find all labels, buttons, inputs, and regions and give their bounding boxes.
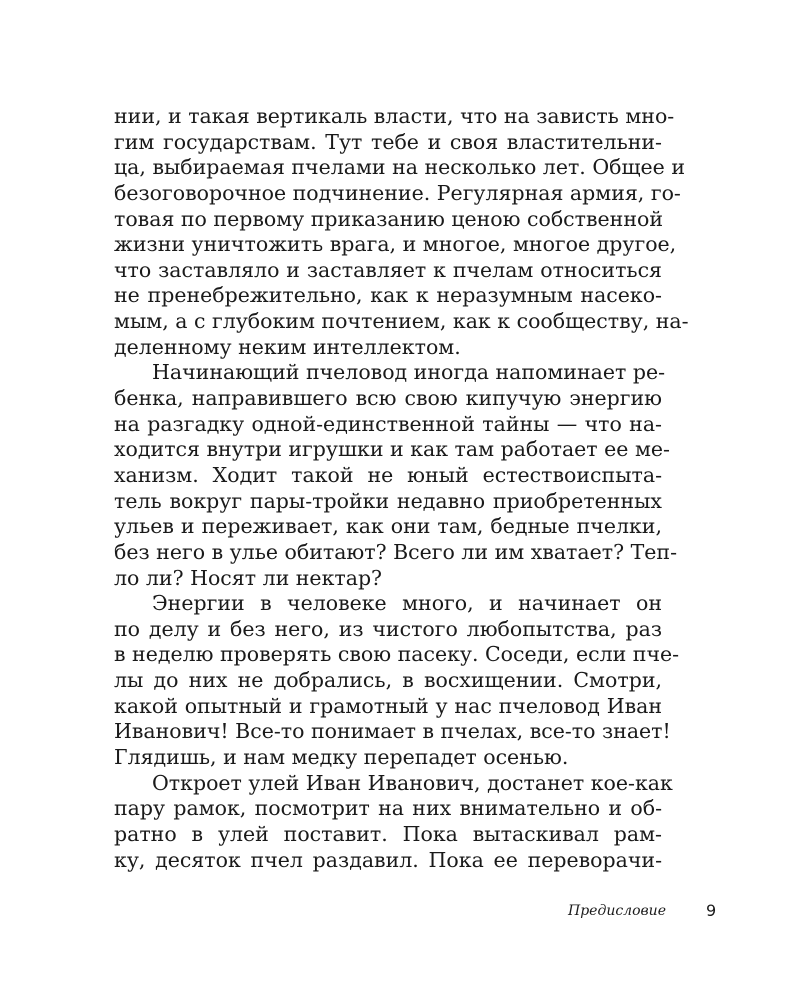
- text-line: безоговорочное подчинение. Регулярная армия, го-: [114, 180, 681, 205]
- paragraph-end-line: Глядишь, и нам медку перепадет осенью.: [114, 745, 569, 770]
- body-text: [114, 104, 689, 873]
- text-line: нии, и такая вертикаль власти, что на зависть мно-: [114, 104, 675, 128]
- text-line: не пренебрежительно, как к неразумным насеко-: [114, 283, 662, 308]
- text-line: ходится внутри игрушки и как там работает ее ме-: [114, 437, 670, 462]
- text-line: без него в улье обитают? Всего ли им хватает? Теп-: [114, 539, 677, 564]
- text-line: Иванович! Все-то понимает в пчелах, все-то знает!: [114, 719, 671, 744]
- text-line: что заставляло и заставляет к пчелам относиться: [114, 257, 662, 282]
- text-line: ратно в улей поставит. Пока вытаскивал рам-: [114, 821, 662, 846]
- text-line: ку, десяток пчел раздавил. Пока ее переворачи-: [114, 847, 662, 872]
- running-footer-section: Предисловие: [568, 903, 666, 919]
- text-line: мым, а с глубоким почтением, как к сообществу, на-: [114, 309, 689, 334]
- paragraph-first-line: Откроет улей Иван Иванович, достанет кое-как: [152, 770, 673, 795]
- paragraph-first-line: Начинающий пчеловод иногда напоминает ре-: [152, 360, 666, 385]
- text-line: ханизм. Ходит такой не юный естествоиспыта-: [114, 462, 662, 487]
- text-line: тель вокруг пары-тройки недавно приобретенных: [114, 488, 662, 513]
- text-line: по делу и без него, из чистого любопытства, раз: [114, 616, 662, 641]
- text-line: на разгадку одной-единственной тайны — что на-: [114, 411, 662, 436]
- text-line: пару рамок, посмотрит на них внимательно и об-: [114, 796, 662, 821]
- page-number: 9: [706, 901, 717, 920]
- text-line: ца, выбираемая пчелами на несколько лет. Общее и: [114, 155, 685, 180]
- text-line: товая по первому приказанию ценою собственной: [114, 206, 663, 231]
- text-line: бенка, направившего всю свою кипучую энергию: [114, 386, 662, 411]
- paragraph-first-line: Энергии в человеке много, и начинает он: [152, 591, 662, 616]
- text-line: лы до них не добрались, в восхищении. Смотри,: [114, 668, 662, 693]
- text-line: гим государствам. Тут тебе и своя властительни-: [114, 129, 662, 154]
- text-line: жизни уничтожить врага, и многое, многое другое,: [114, 232, 677, 257]
- paragraph-end-line: ло ли? Носят ли нектар?: [114, 565, 383, 590]
- text-line: какой опытный и грамотный у нас пчеловод Иван: [114, 693, 662, 718]
- text-line: в неделю проверять свою пасеку. Соседи, если пче-: [114, 642, 680, 667]
- text-line: ульев и переживает, как они там, бедные пчелки,: [114, 514, 662, 539]
- paragraph-end-line: деленному неким интеллектом.: [114, 334, 461, 359]
